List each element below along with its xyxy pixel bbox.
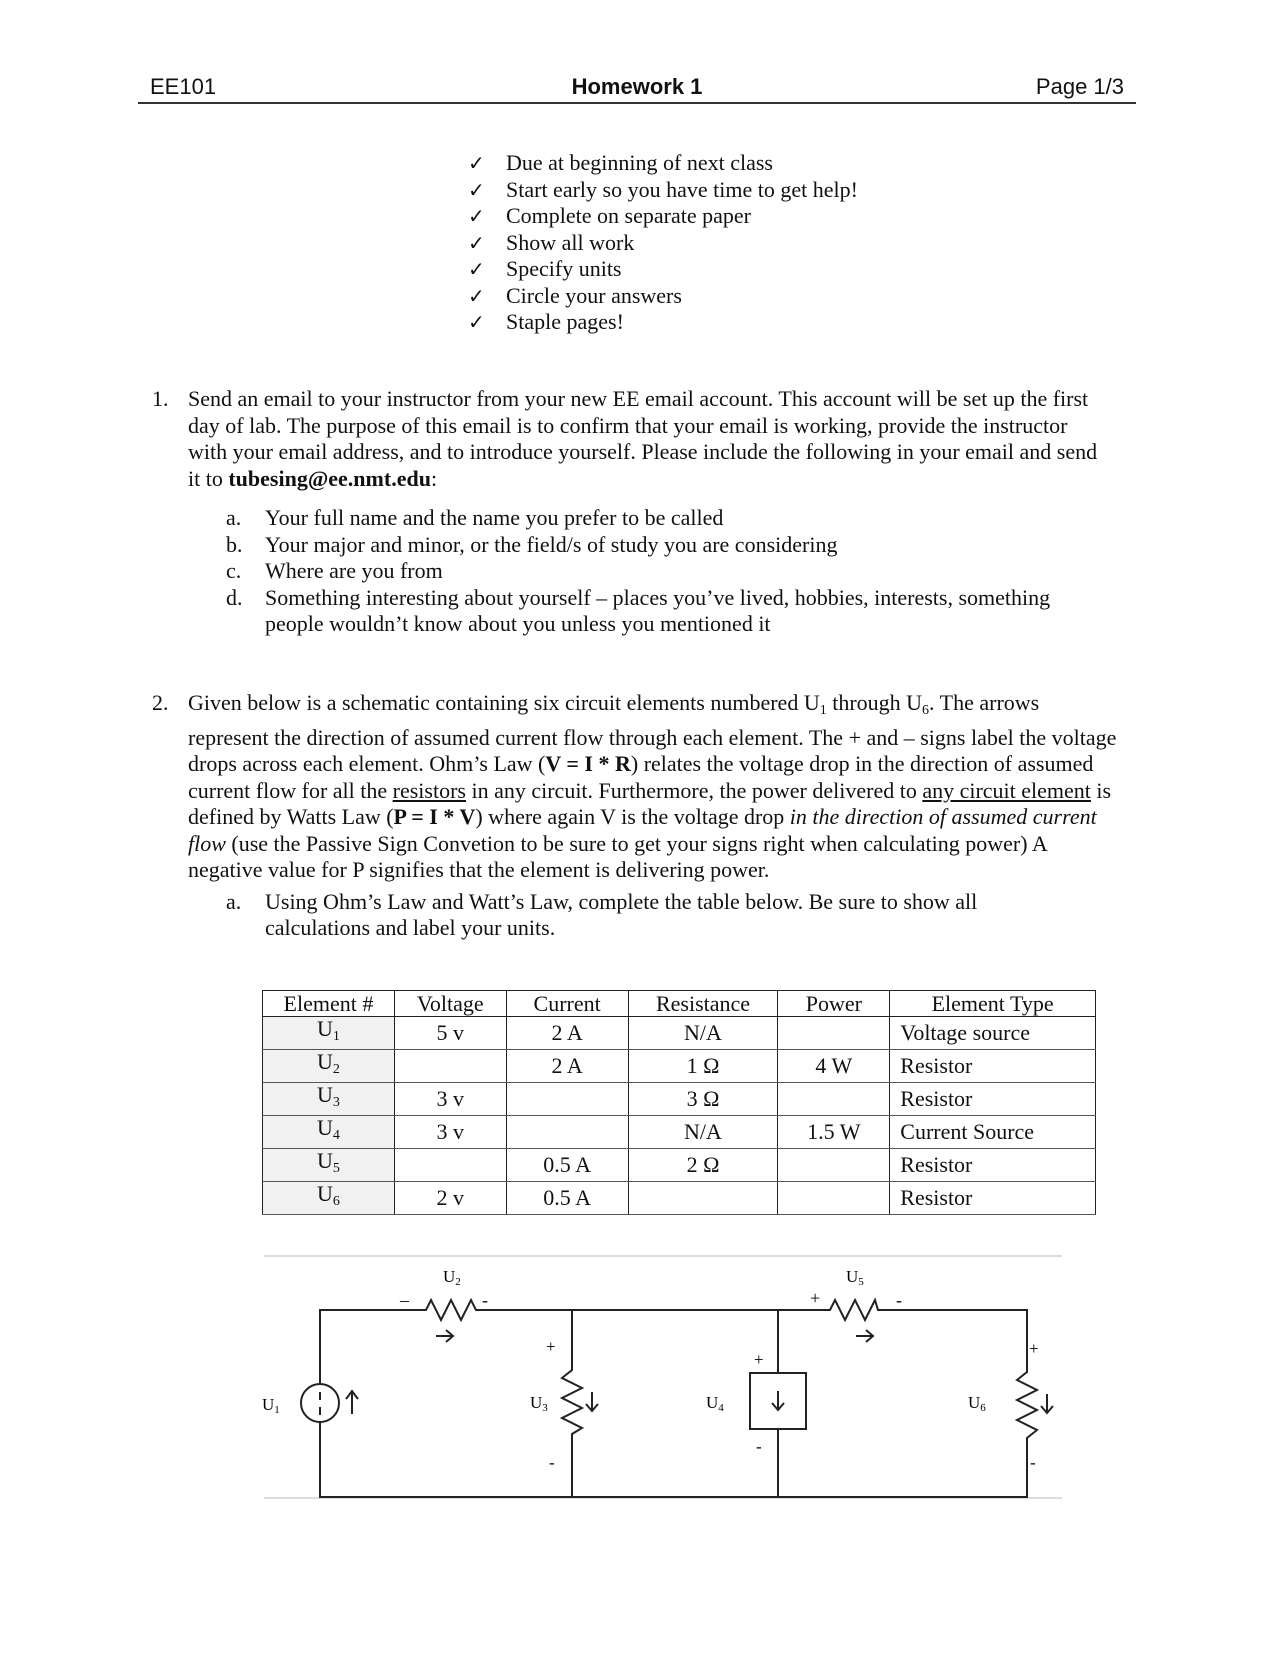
resistance-cell bbox=[628, 1182, 778, 1215]
type-cell: Resistor bbox=[890, 1050, 1096, 1083]
ohms-law: V = I * R bbox=[545, 751, 631, 776]
checkmark-icon: ✓ bbox=[468, 283, 485, 308]
col-header-resistance: Resistance bbox=[628, 991, 778, 1017]
q2-number: 2. bbox=[152, 690, 169, 715]
arrow-down-icon bbox=[1041, 1394, 1053, 1413]
q1-text: Send an email to your instructor from your new EE email account. This account will be set up the first day of lab. The purpose of this email is to confirm that your email is working, provide the instructor with your email address, and to introduce yourself. Please include the following in your email and send it to tubesing@ee.nmt.edu: bbox=[188, 386, 1098, 491]
element-cell: $U_3$ bbox=[263, 1083, 395, 1116]
checklist-item: ✓ Start early so you have time to get help! bbox=[468, 176, 858, 202]
table-row bbox=[263, 1182, 1096, 1215]
u4-current-source bbox=[706, 1350, 806, 1456]
power-cell bbox=[778, 1083, 890, 1116]
u1-label: U1 bbox=[262, 1395, 280, 1416]
circuit-schematic bbox=[260, 1254, 1066, 1500]
table-row bbox=[263, 1116, 1096, 1149]
table-row bbox=[263, 1149, 1096, 1182]
arrow-down-icon bbox=[586, 1392, 598, 1411]
u6-plus: + bbox=[1029, 1339, 1039, 1358]
element-cell: $U_6$ bbox=[263, 1182, 395, 1215]
element-cell: $U_4$ bbox=[263, 1116, 395, 1149]
current-cell bbox=[506, 1083, 628, 1116]
checklist bbox=[468, 150, 858, 336]
u2-resistor bbox=[399, 1267, 488, 1342]
resistance-cell: 2 Ω bbox=[628, 1149, 778, 1182]
col-header-current: Current bbox=[506, 991, 628, 1017]
checklist-item: ✓ Due at beginning of next class bbox=[468, 150, 773, 175]
checkmark-icon: ✓ bbox=[468, 151, 485, 175]
voltage-cell: 5 v bbox=[394, 1017, 506, 1050]
power-cell: 4 W bbox=[778, 1050, 890, 1083]
col-header-element: Element # bbox=[263, 991, 395, 1017]
q1-number: 1. bbox=[152, 386, 169, 411]
watts-law: P = I * V bbox=[393, 804, 476, 829]
homework-page: Homework 1 EE101 Page 1/3 ✓ Due at beginning of next class ✓ Start early so you have time to get help! ✓ Complete on separate paper ✓ Show all work ✓ Specify units ✓ Circle your answers ✓ Staple pages! 1. Send an email to your instructor from your new EE email account. This account will be set up the first day of lab. The purpose of this email is to confirm that your email is working, provide the instructor with your email address, and to introduce yourself. Please include the following in your email and send it to tubesing@ee.nmt.edu: a. Your full name and the name you prefer to be called b. Your major and minor, or the field/s of study you are considering c. Where are you from d. Something interesting about yourself – places you’ve lived, hobbies, interests, something people wouldn’t know about you unless you mentioned it 2. Given below is a schematic containing six circuit elements numbered $U_1$ through $U_6$. The arrows represent the direction of assumed current flow through each element. The + and – signs label the voltage drops across each element. Ohm’s Law (V = I * R) relates the voltage drop in the direction of assumed current flow for all the resistors in any circuit. Furthermore, the power delivered to any circuit element is defined by Watts Law (P = I * V) where again V is the voltage drop in the direction of assumed current flow (use the Passive Sign Convetion to be sure to get your signs right when calculating power) A negative value for P signifies that the element is delivering power. a. Using Ohm’s Law and Watt’s Law, complete the table below. Be sure to show all calculations and label your units. Element # Voltage Current Resistance Power Element Type $U_1$ 5 v 2 A N/A Voltage source $U_2$ 2 A 1 Ω 4 W Resistor $U_3$ 3 v 3 Ω Resistor $U_4$ 3 v N/A 1.5 W Current Source $U_5$ 0.5 A 2 Ω Resistor $U_6$ 2 v 0.5 A Resistor U1 U2 – - + - U3 + - U4 U5 + - + - U6 bbox=[0, 0, 1280, 1656]
element-cell: $U_1$ bbox=[263, 1017, 395, 1050]
circuit-wires bbox=[320, 1310, 1027, 1497]
checklist-item: ✓ Staple pages! bbox=[468, 309, 624, 334]
resistance-cell: N/A bbox=[628, 1116, 778, 1149]
u5-plus: + bbox=[810, 1288, 821, 1308]
table-row bbox=[263, 1050, 1096, 1083]
u2-minus-right: - bbox=[482, 1290, 488, 1310]
header-course: EE101 bbox=[150, 74, 217, 99]
power-cell bbox=[778, 1182, 890, 1215]
checklist-item: ✓ Show all work bbox=[468, 229, 635, 255]
current-cell: 0.5 A bbox=[506, 1182, 628, 1215]
voltage-cell bbox=[394, 1149, 506, 1182]
arrow-up-icon bbox=[346, 1391, 358, 1414]
u3-plus: + bbox=[546, 1337, 556, 1356]
element-cell: $U_2$ bbox=[263, 1050, 395, 1083]
checkmark-icon: ✓ bbox=[468, 230, 485, 255]
u5-minus: - bbox=[896, 1290, 902, 1310]
checklist-item: ✓ Specify units bbox=[468, 256, 622, 281]
power-cell: 1.5 W bbox=[778, 1116, 890, 1149]
element-table bbox=[262, 990, 1096, 1215]
u5-resistor bbox=[810, 1267, 902, 1342]
checkmark-icon: ✓ bbox=[468, 177, 485, 202]
header-title: Homework 1 bbox=[571, 74, 703, 99]
voltage-cell: 3 v bbox=[394, 1116, 506, 1149]
type-cell: Voltage source bbox=[890, 1017, 1096, 1050]
element-cell: $U_5$ bbox=[263, 1149, 395, 1182]
current-cell bbox=[506, 1116, 628, 1149]
resistance-cell: 3 Ω bbox=[628, 1083, 778, 1116]
table-row bbox=[263, 1017, 1096, 1050]
page-header bbox=[138, 70, 1136, 104]
power-cell bbox=[778, 1017, 890, 1050]
type-cell: Current Source bbox=[890, 1116, 1096, 1149]
q2-text: Given below is a schematic containing six circuit elements numbered $U_1$ through $U_6$. The arrows represent the direction of assumed current flow through each element. The + and – signs label the voltage drops across each element. Ohm’s Law (V = I * R) relates the voltage drop in the direction of assumed current flow for all the resistors in any circuit. Furthermore, the power delivered to any circuit element is defined by Watts Law (P = I * V) where again V is the voltage drop in the direction of assumed current flow (use the Passive Sign Convetion to be sure to get your signs right when calculating power) A negative value for P signifies that the element is delivering power. bbox=[188, 690, 1117, 882]
u4-label: U4 bbox=[706, 1393, 724, 1414]
table-row bbox=[263, 1083, 1096, 1116]
u5-label: U5 bbox=[846, 1267, 864, 1288]
type-cell: Resistor bbox=[890, 1083, 1096, 1116]
arrow-right-icon bbox=[856, 1330, 873, 1342]
u1-voltage-source bbox=[262, 1384, 358, 1422]
checkmark-icon: ✓ bbox=[468, 310, 485, 334]
col-header-power: Power bbox=[778, 991, 890, 1017]
current-cell: 0.5 A bbox=[506, 1149, 628, 1182]
col-header-voltage: Voltage bbox=[394, 991, 506, 1017]
voltage-cell: 3 v bbox=[394, 1083, 506, 1116]
current-cell: 2 A bbox=[506, 1050, 628, 1083]
arrow-right-icon bbox=[436, 1330, 453, 1342]
type-cell: Resistor bbox=[890, 1149, 1096, 1182]
col-header-element-type: Element Type bbox=[890, 991, 1096, 1017]
u3-resistor bbox=[530, 1337, 598, 1472]
type-cell: Resistor bbox=[890, 1182, 1096, 1215]
header-page-number: Page 1/3 bbox=[1035, 74, 1124, 99]
resistance-cell: N/A bbox=[628, 1017, 778, 1050]
instructor-email: tubesing@ee.nmt.edu bbox=[228, 465, 431, 491]
u6-minus: - bbox=[1030, 1453, 1036, 1472]
voltage-cell: 2 v bbox=[394, 1182, 506, 1215]
checkmark-icon: ✓ bbox=[468, 257, 485, 281]
u4-minus: - bbox=[756, 1437, 762, 1456]
checklist-item: ✓ Complete on separate paper bbox=[468, 203, 751, 228]
u4-plus: + bbox=[754, 1350, 764, 1369]
table-header-row bbox=[263, 991, 1096, 1017]
voltage-cell bbox=[394, 1050, 506, 1083]
power-cell bbox=[778, 1149, 890, 1182]
current-cell: 2 A bbox=[506, 1017, 628, 1050]
u3-minus: - bbox=[549, 1453, 555, 1472]
checklist-item: ✓ Circle your answers bbox=[468, 282, 682, 308]
u3-label: U3 bbox=[530, 1393, 548, 1414]
u6-label: U6 bbox=[968, 1393, 986, 1414]
u2-label: U2 bbox=[443, 1267, 461, 1288]
u2-minus-left: – bbox=[400, 1290, 409, 1310]
resistance-cell: 1 Ω bbox=[628, 1050, 778, 1083]
u6-resistor bbox=[968, 1339, 1053, 1472]
checkmark-icon: ✓ bbox=[468, 204, 485, 228]
